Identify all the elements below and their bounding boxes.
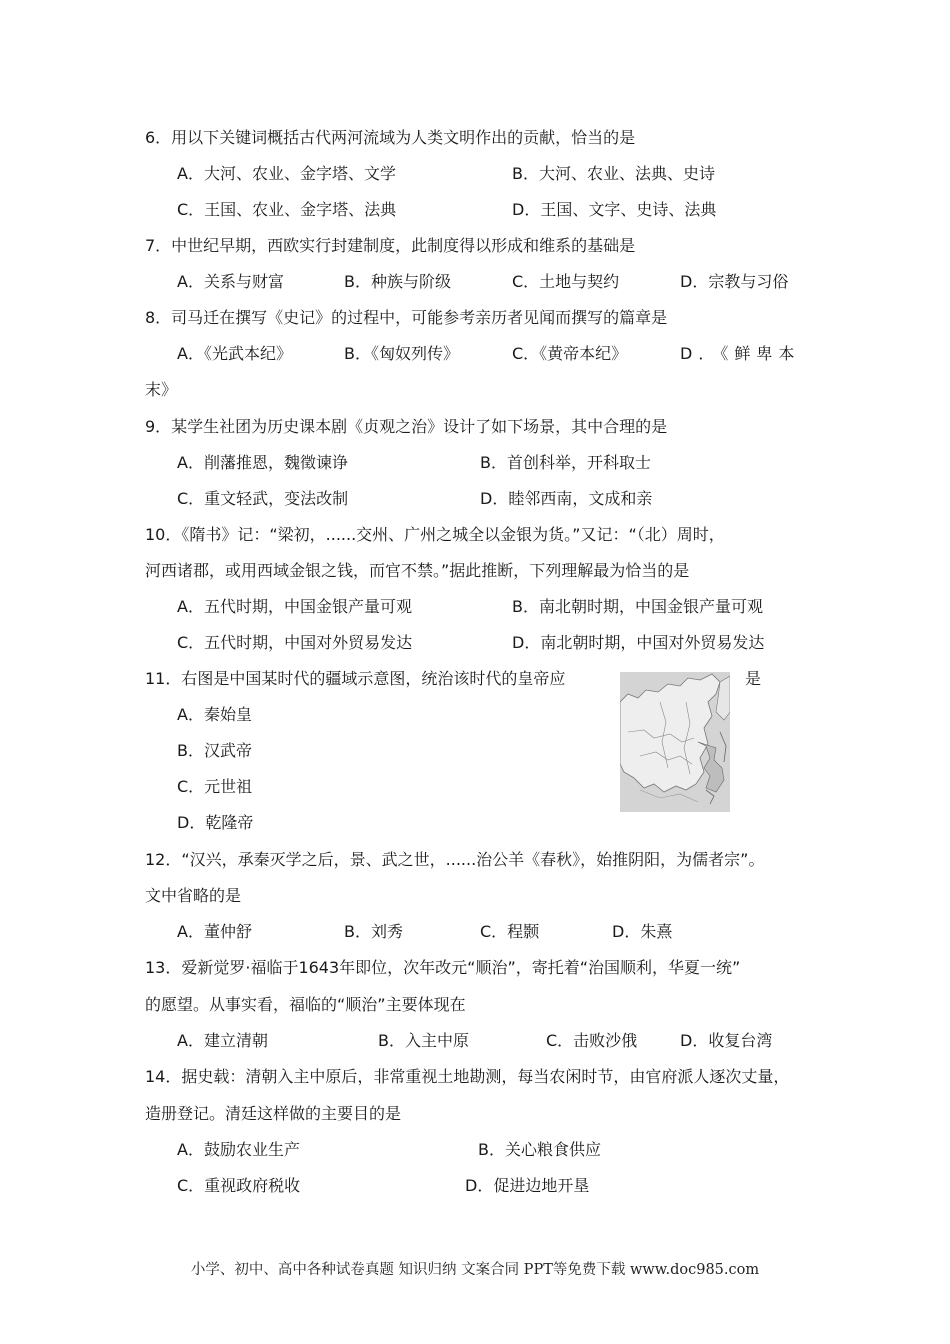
q8-option-b: B．《匈奴列传》 (344, 344, 459, 363)
question-11-stem-end: 是 (745, 669, 762, 688)
q6-option-b: B．大河、农业、法典、史诗 (512, 164, 715, 183)
question-11-stem: 11．右图是中国某时代的疆域示意图，统治该时代的皇帝应 (145, 669, 566, 688)
q13-option-d: D．收复台湾 (680, 1031, 773, 1050)
q10-option-a: A．五代时期，中国金银产量可观 (177, 597, 412, 616)
q10-option-b: B．南北朝时期，中国金银产量可观 (512, 597, 763, 616)
q9-option-c: C．重文轻武，变法改制 (177, 489, 349, 508)
q13-option-c: C．击败沙俄 (546, 1031, 638, 1050)
q13-option-b: B．入主中原 (378, 1031, 469, 1050)
question-6-stem: 6．用以下关键词概括古代两河流域为人类文明作出的贡献，恰当的是 (145, 128, 636, 147)
question-7-stem: 7．中世纪早期，西欧实行封建制度，此制度得以形成和维系的基础是 (145, 236, 636, 255)
q12-option-a: A．董仲舒 (177, 922, 252, 941)
q6-option-c: C．王国、农业、金字塔、法典 (177, 200, 397, 219)
q13-option-a: A．建立清朝 (177, 1031, 268, 1050)
q8-option-d-wrap: 末》 (145, 380, 178, 399)
question-14-stem-line2: 造册登记。清廷这样做的主要目的是 (145, 1104, 402, 1123)
question-10-stem-line1: 10．《隋书》记：“梁初，......交州、广州之城全以金银为货。”又记：“（北）周时， (145, 525, 725, 544)
q11-option-d: D．乾隆帝 (177, 813, 254, 832)
q9-option-d: D．睦邻西南，文成和亲 (480, 489, 653, 508)
question-13-stem-line2: 的愿望。从事实看，福临的“顺治”主要体现在 (145, 995, 466, 1014)
q9-option-b: B．首创科举，开科取士 (480, 453, 651, 472)
q11-option-c: C．元世祖 (177, 777, 253, 796)
q14-option-c: C．重视政府税收 (177, 1176, 301, 1195)
question-13-stem-line1: 13．爱新觉罗·福临于1643年即位，次年改元“顺治”，寄托着“治国顺利，华夏一统” (145, 958, 741, 977)
question-8-stem: 8．司马迁在撰写《史记》的过程中，可能参考亲历者见闻而撰写的篇章是 (145, 308, 668, 327)
q10-option-d: D．南北朝时期，中国对外贸易发达 (512, 633, 765, 652)
q14-option-a: A．鼓励农业生产 (177, 1140, 300, 1159)
q7-option-b: B．种族与阶级 (344, 272, 451, 291)
q11-option-a: A．秦始皇 (177, 705, 252, 724)
q11-option-b: B．汉武帝 (177, 741, 252, 760)
q7-option-a: A．关系与财富 (177, 272, 284, 291)
q8-option-a: A．《光武本纪》 (177, 344, 292, 363)
map-drawing (620, 672, 730, 812)
q8-option-d: D．《鲜卑本 (680, 344, 801, 363)
territory-map-image (620, 672, 730, 812)
q12-option-b: B．刘秀 (344, 922, 403, 941)
q14-option-b: B．关心粮食供应 (478, 1140, 601, 1159)
question-10-stem-line2: 河西诸郡，或用西域金银之钱，而官不禁。”据此推断，下列理解最为恰当的是 (145, 561, 690, 580)
q12-option-d: D．朱熹 (612, 922, 673, 941)
q6-option-a: A．大河、农业、金字塔、文学 (177, 164, 396, 183)
q7-option-c: C．土地与契约 (512, 272, 620, 291)
question-12-stem-line2: 文中省略的是 (145, 886, 242, 905)
q12-option-c: C．程颢 (480, 922, 540, 941)
page-footer: 小学、初中、高中各种试卷真题 知识归纳 文案合同 PPT等免费下载 www.doc985.com (190, 1262, 760, 1278)
q8-option-c: C．《黄帝本纪》 (512, 344, 628, 363)
question-12-stem-line1: 12．“汉兴，承秦灭学之后，景、武之世，......治公羊《春秋》，始推阴阳，为儒者宗”。 (145, 850, 765, 869)
question-9-stem: 9．某学生社团为历史课本剧《贞观之治》设计了如下场景，其中合理的是 (145, 417, 668, 436)
q9-option-a: A．削藩推恩，魏徵谏诤 (177, 453, 348, 472)
q7-option-d: D．宗教与习俗 (680, 272, 789, 291)
q14-option-d: D．促进边地开垦 (465, 1176, 590, 1195)
q6-option-d: D．王国、文字、史诗、法典 (512, 200, 717, 219)
q10-option-c: C．五代时期，中国对外贸易发达 (177, 633, 413, 652)
question-14-stem-line1: 14．据史载：清朝入主中原后，非常重视土地勘测，每当农闲时节，由官府派人逐次丈量， (145, 1067, 790, 1086)
